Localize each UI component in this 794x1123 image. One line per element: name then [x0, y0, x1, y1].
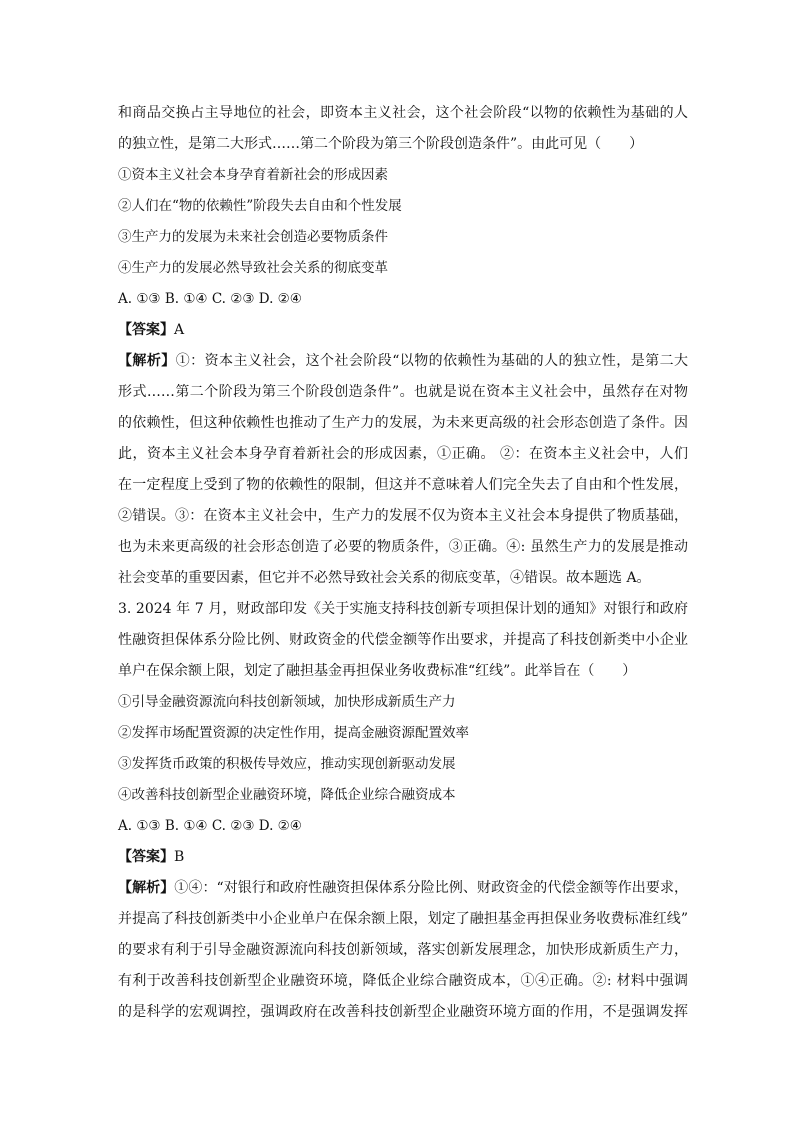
option-item: ③生产力的发展为未来社会创造必要物质条件 — [118, 229, 388, 245]
analysis-line: 也为未来更高级的社会形态创造了必要的物质条件，③正确。④: 虽然生产力的发展是推动 — [118, 539, 688, 555]
answer-label: 【答案】 — [118, 849, 174, 865]
analysis-label: 【解析】 — [118, 880, 175, 896]
option-item: ④生产力的发展必然导致社会关系的彻底变革 — [118, 260, 388, 276]
question-stem-line: 的独立性，是第二大形式……第二个阶段为第三个阶段创造条件”。由此可见（ ） — [118, 136, 644, 152]
analysis-label: 【解析】 — [118, 353, 176, 369]
analysis-line: 社会变革的重要因素，但它并不必然导致社会关系的彻底变革，④错误。故本题选 A。 — [118, 570, 651, 586]
analysis-line: ②错误。③：在资本主义社会中，生产力的发展不仅为资本主义社会本身提供了物质基础， — [118, 508, 688, 524]
analysis-line: 此，资本主义社会本身孕育着新社会的形成因素，①正确。 ②：在资本主义社会中，人们 — [118, 446, 688, 462]
answer-label: 【答案】 — [118, 322, 174, 338]
option-item: ②人们在“物的依赖性”阶段失去自由和个性发展 — [118, 198, 402, 214]
option-item: ①资本主义社会本身孕育着新社会的形成因素 — [118, 167, 388, 183]
option-item: ②发挥市场配置资源的决定性作用，提高金融资源配置效率 — [118, 725, 469, 741]
page-content — [118, 98, 688, 1028]
analysis-line — [118, 346, 688, 377]
question-stem-line: 3. 2024 年 7 月，财政部印发《关于实施支持科技创新专项担保计划的通知》对银行和政府 — [118, 601, 688, 617]
analysis-text: ①④：“对银行和政府性融资担保体系分险比例、财政资金的代偿金额等作出要求， — [174, 880, 689, 896]
analysis-text: ①：资本主义社会，这个社会阶段“以物的依赖性为基础的人的独立性，是第二大 — [175, 353, 689, 369]
analysis-line: 形式……第二个阶段为第三个阶段创造条件”。也就是说在资本主义社会中，虽然存在对物 — [118, 384, 688, 400]
analysis-line: 的是科学的宏观调控，强调政府在改善科技创新型企业融资环境方面的作用，不是强调发挥 — [118, 1004, 688, 1020]
answer-value: A — [174, 322, 185, 338]
analysis-line: 的要求有利于引导金融资源流向科技创新领域，落实创新发展理念，加快形成新质生产力， — [118, 942, 688, 958]
question-stem-line: 和商品交换占主导地位的社会，即资本主义社会，这个社会阶段“以物的依赖性为基础的人 — [118, 105, 688, 121]
option-item: ③发挥货币政策的积极传导效应，推动实现创新驱动发展 — [118, 756, 456, 772]
answer-choices: A. ①③ B. ①④ C. ②③ D. ②④ — [118, 818, 302, 834]
analysis-line — [118, 873, 688, 904]
answer-line — [118, 315, 688, 346]
analysis-line: 并提高了科技创新类中小企业单户在保余额上限，划定了融担基金再担保业务收费标准红线” — [118, 911, 688, 927]
option-item: ①引导金融资源流向科技创新领域，加快形成新质生产力 — [118, 694, 456, 710]
answer-choices: A. ①③ B. ①④ C. ②③ D. ②④ — [118, 291, 302, 307]
option-item: ④改善科技创新型企业融资环境，降低企业综合融资成本 — [118, 787, 456, 803]
question-3 — [118, 594, 688, 1028]
analysis-line: 有利于改善科技创新型企业融资环境，降低企业综合融资成本，①④正确。②: 材料中强调 — [118, 973, 688, 989]
question-2 — [118, 98, 688, 594]
analysis-line: 在一定程度上受到了物的依赖性的限制，但这并不意味着人们完全失去了自由和个性发展， — [118, 477, 688, 493]
question-stem-line: 性融资担保体系分险比例、财政资金的代偿金额等作出要求，并提高了科技创新类中小企业 — [118, 632, 688, 648]
analysis-line: 的依赖性，但这种依赖性也推动了生产力的发展，为未来更高级的社会形态创造了条件。因 — [118, 415, 688, 431]
question-stem-line: 单户在保余额上限，划定了融担基金再担保业务收费标准“红线”。此举旨在（ ） — [118, 663, 637, 679]
answer-line — [118, 842, 688, 873]
answer-value: B — [174, 849, 185, 865]
